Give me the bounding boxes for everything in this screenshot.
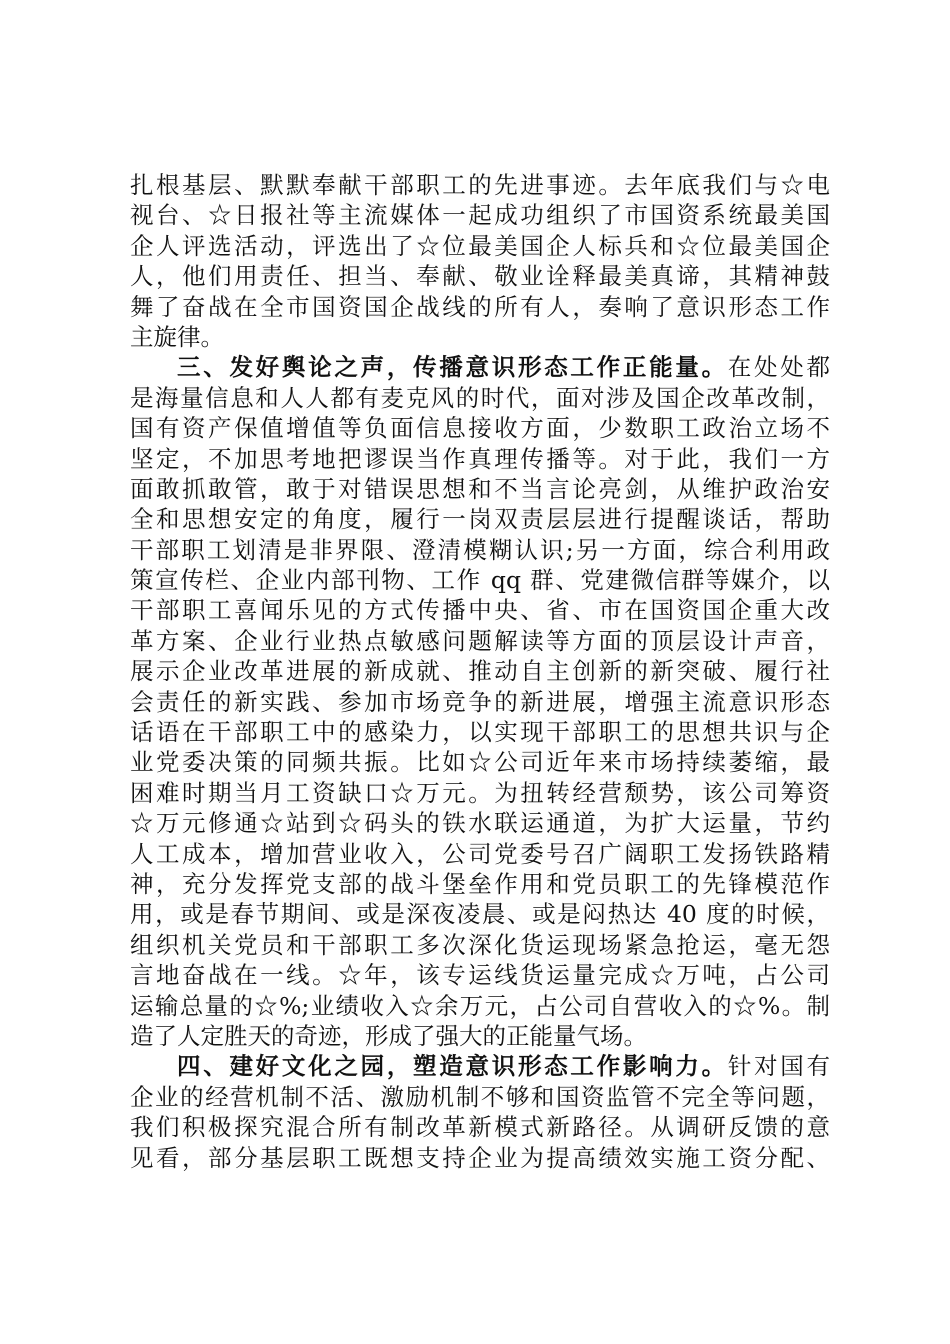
- text-line: 扎根基层、默默奉献干部职工的先进事迹。去年底我们与☆电: [130, 171, 830, 199]
- text-line: 业党委决策的同频共振。比如☆公司近年来市场持续萎缩，最: [130, 748, 830, 777]
- text-line: 干部职工划清是非界限、澄清模糊认识;另一方面，综合利用政: [130, 535, 830, 564]
- text-line: 企业的经营机制不活、激励机制不够和国资监管不完全等问题，: [130, 1082, 830, 1111]
- text-line: 人，他们用责任、担当、奉献、敬业诠释最美真谛，其精神鼓: [130, 262, 830, 291]
- section-3-heading: 三、发好舆论之声，传播意识形态工作正能量。: [177, 353, 728, 382]
- text-line: 主旋律。: [130, 322, 224, 351]
- text-line: 全和思想安定的角度，履行一岗双责层层进行提醒谈话，帮助: [130, 505, 830, 534]
- text-line: 是海量信息和人人都有麦克风的时代，面对涉及国企改革改制，: [130, 383, 830, 412]
- section-3-first-line: [130, 352, 830, 382]
- text-line: 言地奋战在一线。☆年，该专运线货运量完成☆万吨，占公司: [130, 961, 830, 990]
- text-line: 困难时期当月工资缺口☆万元。为扭转经营颓势，该公司筹资: [130, 778, 830, 807]
- text-line: 国有资产保值增值等负面信息接收方面，少数职工政治立场不: [130, 414, 830, 443]
- text-line: 面敢抓敢管，敢于对错误思想和不当言论亮剑，从维护政治安: [130, 474, 830, 503]
- text-line: 见看，部分基层职工既想支持企业为提高绩效实施工资分配、: [130, 1143, 830, 1172]
- text-line: 用，或是春节期间、或是深夜凌晨、或是闷热达 40 度的时候，: [130, 900, 830, 929]
- text-line: 坚定，不加思考地把谬误当作真理传播等。对于此，我们一方: [130, 444, 830, 473]
- text-line: 视台、☆日报社等主流媒体一起成功组织了市国资系统最美国: [130, 201, 830, 230]
- text-line: 造了人定胜天的奇迹，形成了强大的正能量气场。: [130, 1021, 647, 1050]
- text-line: 策宣传栏、企业内部刊物、工作 qq 群、党建微信群等媒介，以: [130, 566, 830, 595]
- section-3-lead: 在处处都: [727, 353, 830, 382]
- text-line: 话语在干部职工中的感染力，以实现干部职工的思想共识与企: [130, 718, 830, 747]
- text-line: 运输总量的☆%;业绩收入☆余万元，占公司自营收入的☆%。制: [130, 991, 830, 1020]
- text-line: 展示企业改革进展的新成就、推动自主创新的新突破、履行社: [130, 657, 830, 686]
- text-line: 神，充分发挥党支部的战斗堡垒作用和党员职工的先锋模范作: [130, 869, 830, 898]
- text-line: 组织机关党员和干部职工多次深化货运现场紧急抢运，毫无怨: [130, 930, 830, 959]
- section-4-lead: 针对国有: [727, 1052, 830, 1081]
- section-4-first-line: [130, 1051, 830, 1081]
- section-4-heading: 四、建好文化之园，塑造意识形态工作影响力。: [177, 1052, 728, 1081]
- text-line: ☆万元修通☆站到☆码头的铁水联运通道，为扩大运量，节约: [130, 809, 830, 838]
- text-line: 会责任的新实践、参加市场竞争的新进展，增强主流意识形态: [130, 687, 830, 716]
- text-line: 企人评选活动，评选出了☆位最美国企人标兵和☆位最美国企: [130, 231, 830, 260]
- text-line: 革方案、企业行业热点敏感问题解读等方面的顶层设计声音，: [130, 626, 830, 655]
- text-line: 干部职工喜闻乐见的方式传播中央、省、市在国资国企重大改: [130, 596, 830, 625]
- text-line: 我们积极探究混合所有制改革新模式新路径。从调研反馈的意: [130, 1113, 830, 1142]
- text-line: 人工成本，增加营业收入，公司党委号召广阔职工发扬铁路精: [130, 839, 830, 868]
- body-text: [130, 170, 830, 1173]
- text-line: 舞了奋战在全市国资国企战线的所有人，奏响了意识形态工作: [130, 292, 830, 321]
